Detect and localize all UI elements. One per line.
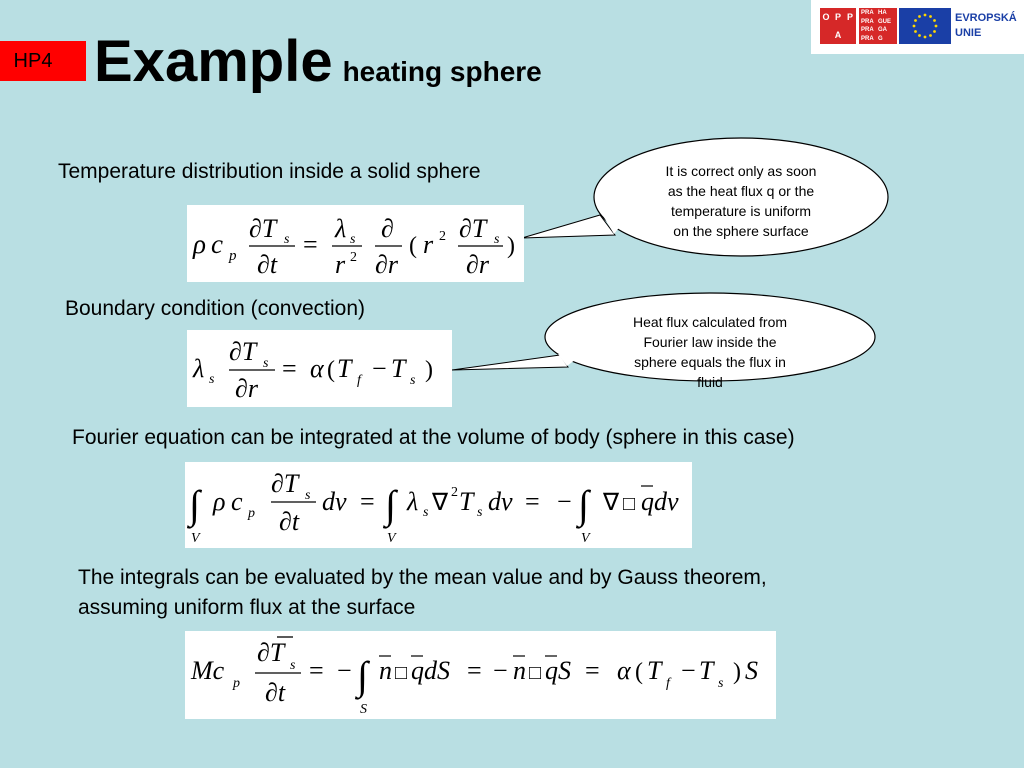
eq-symbol: n (379, 656, 392, 685)
praha-text: GA (878, 27, 887, 33)
eq-superscript: 2 (451, 485, 458, 500)
eq-symbol: qS (545, 656, 571, 685)
eq-paren: ( (327, 357, 335, 383)
eq-operator: = (303, 230, 318, 259)
eq-superscript: 2 (350, 250, 357, 265)
eq-symbol: T (647, 656, 662, 685)
callout-line: fluid (697, 374, 723, 390)
equation-boundary-condition (187, 330, 452, 407)
eq-symbol: r (423, 230, 434, 259)
eq-subscript: s (423, 505, 429, 520)
integrals-label-line2: assuming uniform flux at the surface (78, 596, 416, 619)
eq-missing-glyph: □ (623, 493, 636, 515)
eq-numerator: ∂ (381, 214, 394, 243)
eq-symbol: α (617, 656, 631, 685)
eq-subscript: s (305, 488, 311, 503)
praha-text: PRA (861, 27, 874, 33)
eq-denominator: ∂r (466, 250, 489, 279)
eq-subscript: p (233, 676, 240, 691)
eq-subscript: s (350, 232, 356, 247)
eq-numerator: ∂T (459, 214, 487, 243)
eq-missing-glyph: □ (395, 662, 408, 684)
eq-operator: ∇ (603, 490, 620, 516)
eq-missing-glyph: □ (529, 662, 542, 684)
eq-limit: V (581, 531, 590, 546)
eq-operator: = (309, 656, 324, 685)
eq-symbol: α (310, 354, 324, 383)
eq-subscript: s (263, 356, 269, 371)
eq-subscript: p (248, 506, 255, 521)
callout-uniform-shape (522, 215, 615, 238)
eq-operator: = (360, 487, 375, 516)
eq-symbol: dv (488, 487, 513, 516)
praha-text: PRA (861, 18, 874, 25)
integral-sign: ∫ (189, 482, 200, 527)
oppa-letter: A (834, 30, 842, 40)
eq-superscript: 2 (439, 229, 446, 244)
eu-line: UNIE (955, 27, 982, 39)
eq-denominator: ∂t (279, 507, 300, 536)
eq-symbol: dv (322, 487, 347, 516)
eq-operator: = (585, 656, 600, 685)
eq-symbol: T (459, 487, 474, 516)
callout-uniform-text (620, 161, 862, 241)
eq-numerator: ∂T (257, 638, 285, 667)
callout-flux-shape (452, 355, 568, 370)
callout-line: It is correct only as soon (665, 163, 817, 179)
eq-symbol: T (391, 354, 406, 383)
eq-paren: ( (409, 233, 417, 259)
praha-text: HA (878, 10, 887, 16)
eq-limit: S (360, 702, 367, 717)
eq-numerator: ∂T (271, 469, 299, 498)
praha-text: GUE (878, 18, 892, 25)
eq-symbol: λ (407, 487, 419, 516)
eq-subscript: s (290, 658, 296, 673)
integrals-label-line1: The integrals can be evaluated by the mean value and by Gauss theorem, (78, 566, 767, 589)
eq-subscript: s (494, 232, 500, 247)
eq-denominator: ∂r (235, 374, 258, 403)
callout-line: Fourier law inside the (643, 334, 777, 350)
eq-symbol: ρ (213, 487, 226, 516)
integral-sign: ∫ (578, 482, 589, 527)
equation-energy-balance (185, 631, 776, 719)
praha-text: PRA (861, 35, 874, 42)
eq-symbol: ρ (193, 229, 206, 259)
temperature-label: Temperature distribution inside a solid sphere (58, 160, 481, 183)
eq-denominator: ∂t (257, 250, 278, 279)
eq-paren: ) (507, 233, 515, 259)
equation-heat-conduction (187, 205, 524, 282)
eq-operator: = (525, 487, 540, 516)
oppa-letter: P (846, 12, 853, 22)
eq-operator: ∇ (432, 490, 449, 516)
eq-operator: − (493, 656, 508, 685)
eq-subscript: f (357, 373, 361, 388)
callout-line: as the heat flux q or the (667, 183, 815, 199)
eq-symbol: S (745, 656, 758, 685)
eq-operator: − (681, 656, 696, 685)
eq-denominator: ∂r (375, 250, 398, 279)
eq-limit: V (191, 531, 200, 546)
eq-paren: ) (425, 357, 433, 383)
integral-sign: ∫ (357, 653, 368, 698)
eq-numerator: ∂T (229, 337, 257, 366)
title-subtitle: heating sphere (342, 56, 542, 87)
eq-operator: = (467, 656, 482, 685)
eq-symbol: qdv (641, 487, 679, 516)
callout-line: on the sphere surface (673, 223, 809, 239)
eq-operator: − (372, 354, 387, 383)
integral-sign: ∫ (385, 482, 396, 527)
eq-symbol: Mc (191, 656, 225, 685)
eq-operator: − (337, 656, 352, 685)
eq-subscript: s (477, 505, 483, 520)
eq-symbol: c (231, 487, 243, 516)
eq-subscript: s (284, 232, 290, 247)
slide-tag: HP4 (0, 41, 86, 81)
eq-symbol: n (513, 656, 526, 685)
eq-paren: ) (733, 659, 741, 685)
eq-symbol: c (211, 229, 223, 259)
eq-numerator: λ (335, 214, 347, 243)
callout-flux-text (590, 312, 830, 392)
callout-line: sphere equals the flux in (634, 354, 786, 370)
callout-line: Heat flux calculated from (632, 314, 788, 330)
praha-text: G (878, 35, 883, 42)
eq-operator: − (557, 487, 572, 516)
eq-symbol: λ (193, 354, 205, 383)
eq-numerator: ∂T (249, 214, 277, 243)
eq-symbol: T (699, 656, 714, 685)
eq-subscript: f (666, 676, 670, 691)
callout-line: temperature is uniform (670, 203, 812, 219)
oppa-letter: P (834, 12, 841, 22)
eq-paren: ( (635, 659, 643, 685)
eq-symbol: T (337, 354, 352, 383)
equation-volume-integral (185, 462, 692, 548)
eq-denominator: ∂t (265, 678, 286, 707)
boundary-label: Boundary condition (convection) (65, 297, 366, 320)
eu-line: EVROPSKÁ (955, 12, 1017, 24)
title-main: Example (94, 29, 333, 94)
oppa-letter: O (822, 12, 830, 22)
eq-denominator: r (335, 250, 346, 279)
eq-limit: V (387, 531, 396, 546)
eq-symbol: qdS (411, 656, 450, 685)
eq-subscript: s (209, 372, 215, 387)
eq-subscript: s (410, 373, 416, 388)
eq-operator: = (282, 354, 297, 383)
praha-text: PRA (861, 10, 874, 16)
fourier-label: Fourier equation can be integrated at the volume of body (sphere in this case) (72, 426, 795, 449)
eq-subscript: p (229, 248, 237, 264)
eq-subscript: s (718, 676, 724, 691)
